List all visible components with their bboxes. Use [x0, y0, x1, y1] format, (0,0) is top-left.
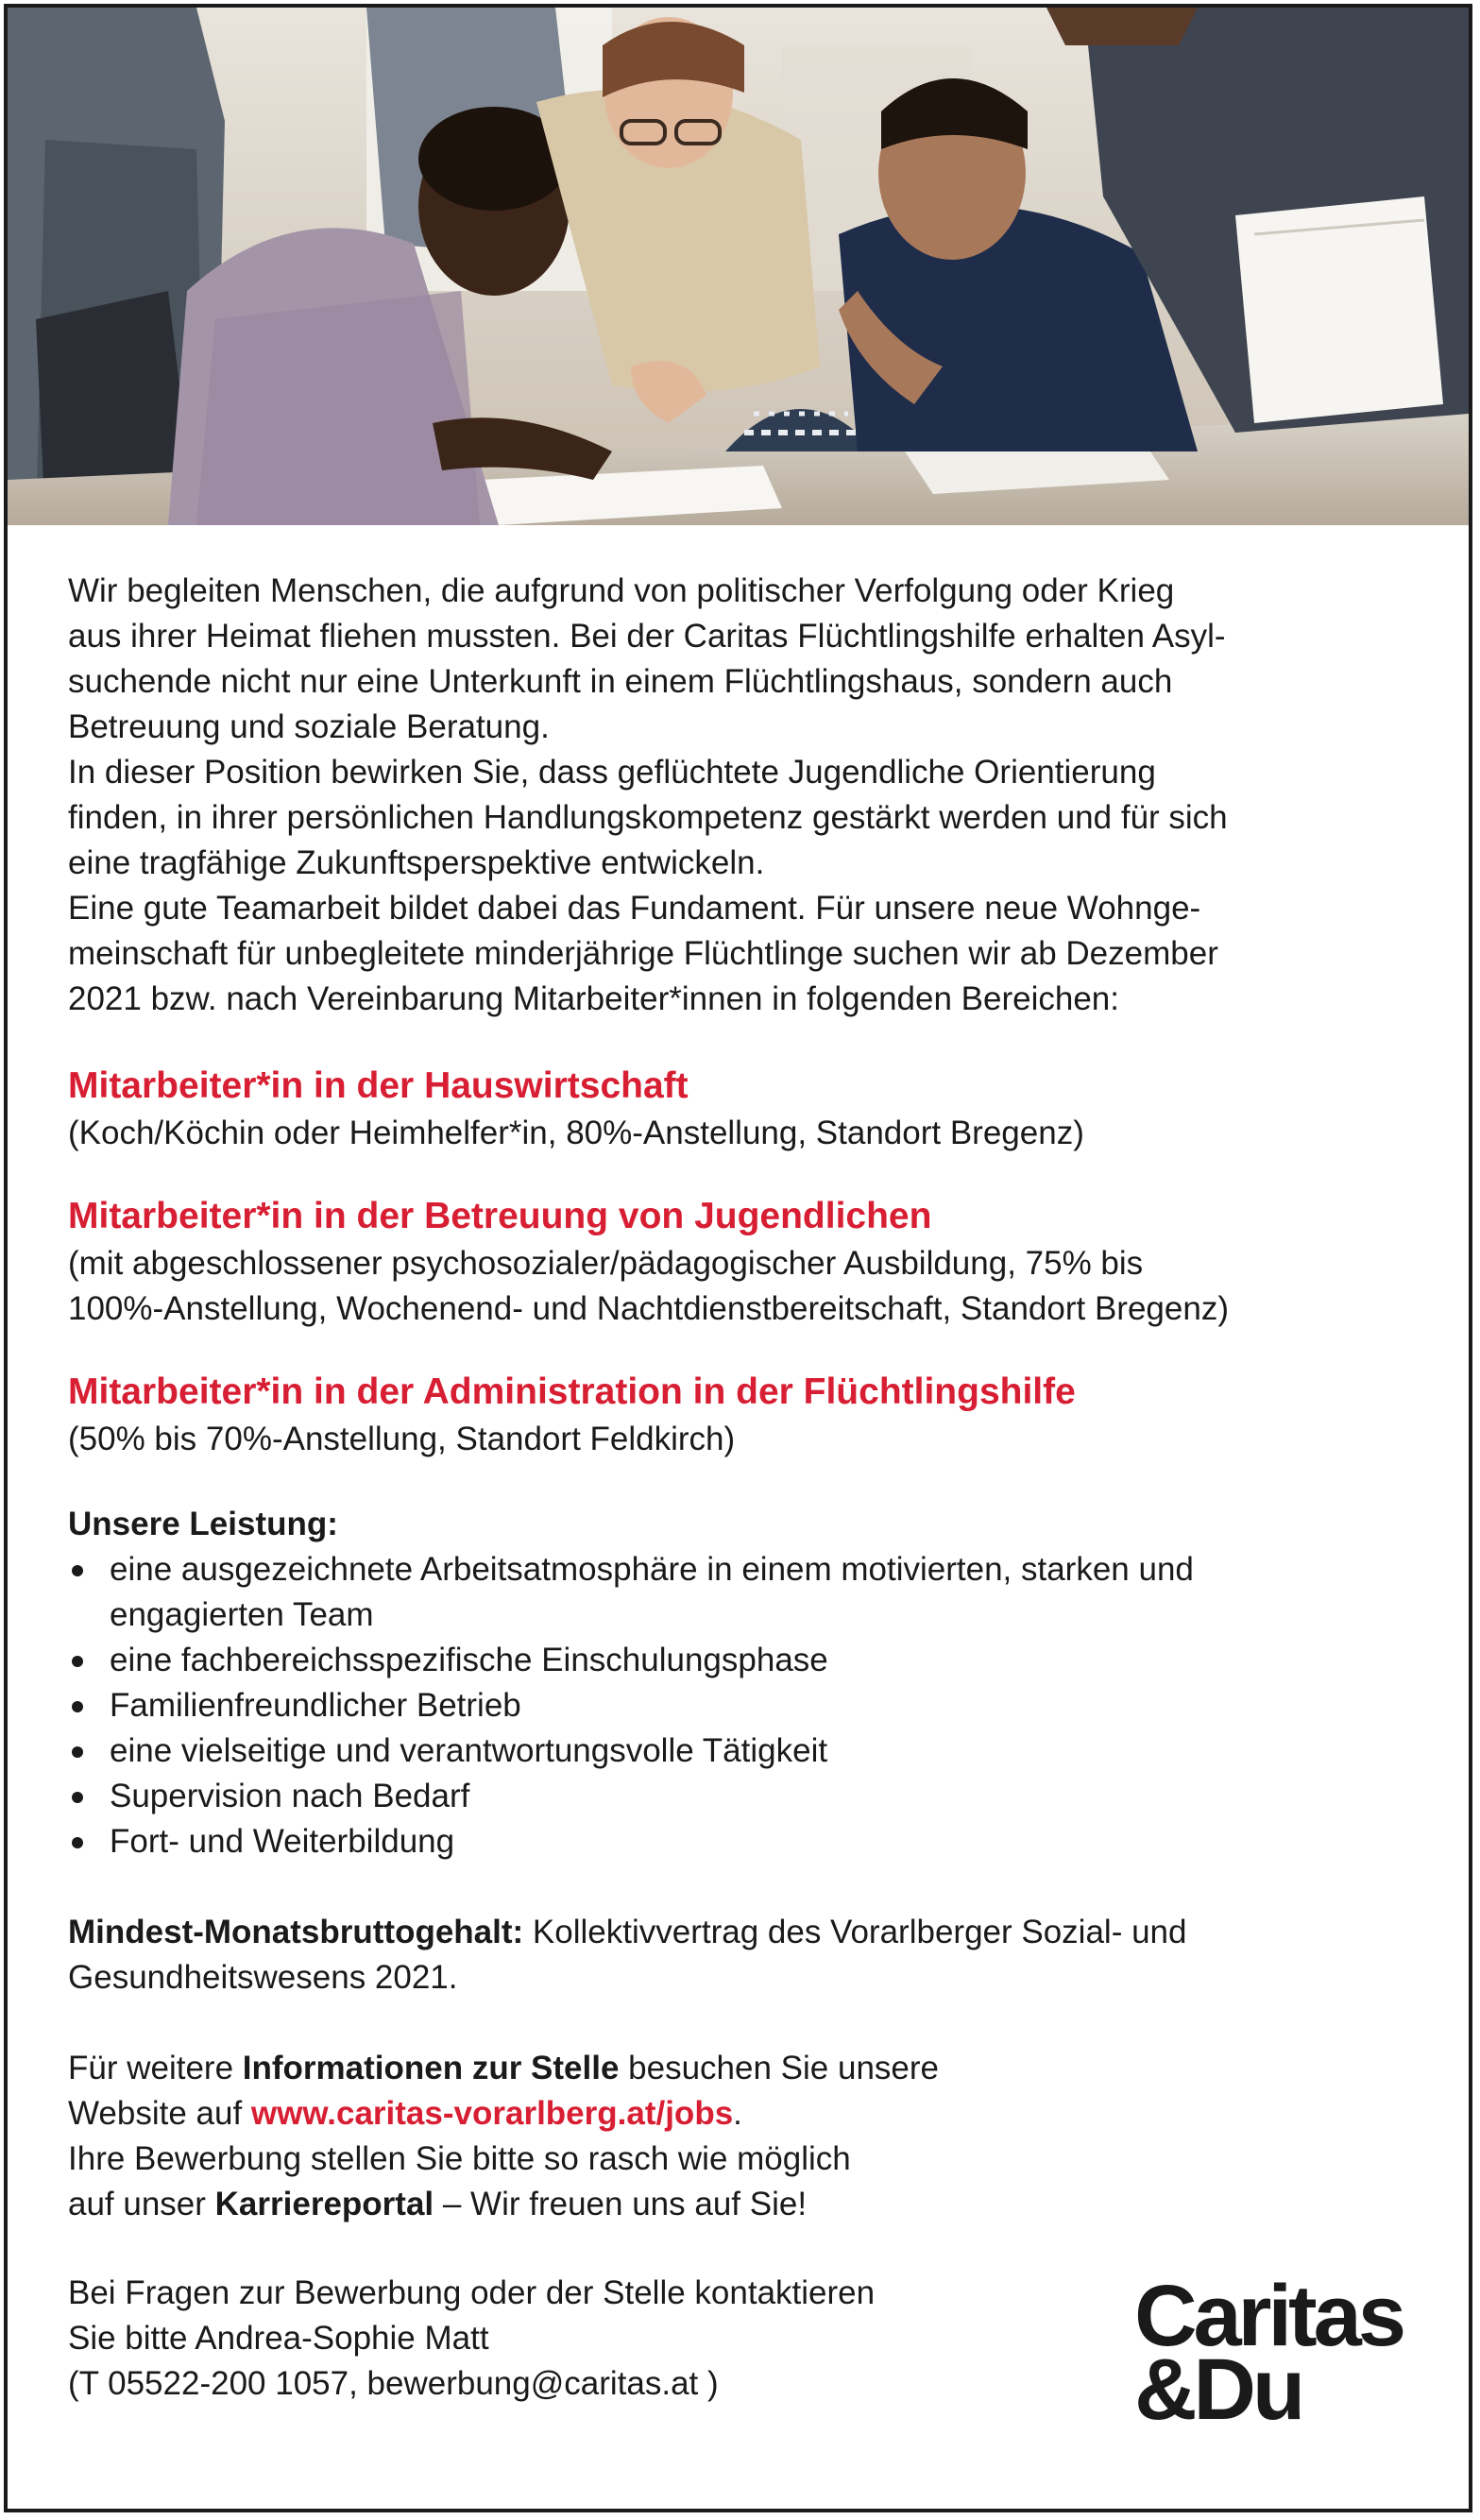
logo-line: Caritas	[1134, 2268, 1403, 2364]
benefit-item	[68, 1728, 1428, 1774]
job-youth-care	[68, 1192, 1428, 1332]
intro-line: Eine gute Teamarbeit bildet dabei das Fundament. Für unsere neue Wohnge-	[68, 890, 1201, 927]
contact-line: Sie bitte Andrea-Sophie Matt	[68, 2320, 489, 2357]
salary-label: Mindest-Monatsbruttogehalt:	[68, 1914, 524, 1950]
job-title: Mitarbeiter*in in der Administration in der Flüchtlingshilfe	[68, 1371, 1076, 1412]
info-text: – Wir freuen uns auf Sie!	[434, 2186, 808, 2222]
info-text: auf unser	[68, 2186, 215, 2222]
benefit-item	[68, 1683, 1428, 1728]
intro-line: meinschaft für unbegleitete minderjährige Flüchtlinge suchen wir ab Dezember	[68, 935, 1218, 972]
benefit-text: Familienfreundlicher Betrieb	[110, 1687, 521, 1724]
intro-line: aus ihrer Heimat fliehen mussten. Bei der Caritas Flüchtlingshilfe erhalten Asyl-	[68, 618, 1226, 655]
job-detail: (50% bis 70%-Anstellung, Standort Feldkirch)	[68, 1421, 736, 1457]
career-portal-link[interactable]: Karriereportal	[214, 2186, 434, 2222]
intro-line: eine tragfähige Zukunftsperspektive entwickeln.	[68, 844, 765, 881]
intro-line: suchende nicht nur eine Unterkunft in einem Flüchtlingshaus, sondern auch	[68, 663, 1173, 700]
info-section	[68, 2046, 1069, 2227]
benefit-text: eine vielseitige und verantwortungsvolle Tätigkeit	[110, 1732, 828, 1769]
salary-text: Kollektivvertrag des Vorarlberger Sozial- und	[523, 1914, 1187, 1950]
benefit-item	[68, 1819, 1428, 1864]
benefits-section	[68, 1502, 1428, 1864]
jobs-website-link[interactable]: www.caritas-vorarlberg.at/jobs	[250, 2095, 734, 2132]
info-line: Ihre Bewerbung stellen Sie bitte so rasch wie möglich	[68, 2140, 851, 2177]
intro-line: Wir begleiten Menschen, die aufgrund von politischer Verfolgung oder Krieg	[68, 572, 1175, 609]
salary-line: Gesundheitswesens 2021.	[68, 1959, 458, 1996]
info-line	[68, 2182, 1069, 2227]
job-housekeeping	[68, 1062, 1428, 1156]
intro-line: Betreuung und soziale Beratung.	[68, 708, 550, 745]
job-detail: 100%-Anstellung, Wochenend- und Nachtdienstbereitschaft, Standort Bregenz)	[68, 1290, 1229, 1327]
team-photo	[8, 8, 1469, 525]
job-title: Mitarbeiter*in in der Hauswirtschaft	[68, 1065, 689, 1106]
info-text: Website auf	[68, 2095, 251, 2132]
info-line	[68, 2091, 1069, 2137]
benefit-text: engagierten Team	[110, 1596, 374, 1633]
ad-frame	[4, 4, 1472, 2512]
ad-content	[68, 569, 1428, 2407]
intro-line: finden, in ihrer persönlichen Handlungskompetenz gestärkt werden und für sich	[68, 799, 1228, 836]
caritas-logo	[1134, 2268, 1403, 2438]
benefit-text: Supervision nach Bedarf	[110, 1778, 470, 1814]
job-detail: (Koch/Köchin oder Heimhelfer*in, 80%-Anstellung, Standort Bregenz)	[68, 1115, 1084, 1151]
intro-line: 2021 bzw. nach Vereinbarung Mitarbeiter*innen in folgenden Bereichen:	[68, 980, 1119, 1017]
contact-section	[68, 2271, 1069, 2407]
benefit-item	[68, 1547, 1428, 1638]
info-text: Für weitere	[68, 2050, 243, 2086]
job-title: Mitarbeiter*in in der Betreuung von Jugendlichen	[68, 1196, 932, 1236]
logo-line: &Du	[1134, 2341, 1302, 2438]
benefit-item	[68, 1638, 1428, 1683]
team-photo-icon	[8, 8, 1469, 525]
salary-line	[68, 1910, 1428, 1955]
info-text: besuchen Sie unsere	[619, 2050, 940, 2086]
benefits-heading: Unsere Leistung:	[68, 1506, 338, 1542]
job-administration	[68, 1368, 1428, 1462]
benefit-text: eine fachbereichsspezifische Einschulungsphase	[110, 1642, 828, 1678]
contact-line: (T 05522-200 1057, bewerbung@caritas.at )	[68, 2365, 719, 2402]
job-detail: (mit abgeschlossener psychosozialer/pädagogischer Ausbildung, 75% bis	[68, 1245, 1144, 1282]
salary-section	[68, 1910, 1428, 2001]
intro-text	[68, 569, 1428, 1022]
benefit-item	[68, 1774, 1428, 1819]
benefit-text: Fort- und Weiterbildung	[110, 1823, 455, 1860]
benefits-list	[68, 1547, 1428, 1864]
intro-line: In dieser Position bewirken Sie, dass geflüchtete Jugendliche Orientierung	[68, 754, 1156, 791]
info-bold: Informationen zur Stelle	[242, 2050, 620, 2086]
benefit-text: eine ausgezeichnete Arbeitsatmosphäre in einem motivierten, starken und	[110, 1551, 1194, 1588]
info-line	[68, 2046, 1069, 2091]
info-text: .	[733, 2095, 742, 2132]
contact-line: Bei Fragen zur Bewerbung oder der Stelle kontaktieren	[68, 2274, 876, 2311]
